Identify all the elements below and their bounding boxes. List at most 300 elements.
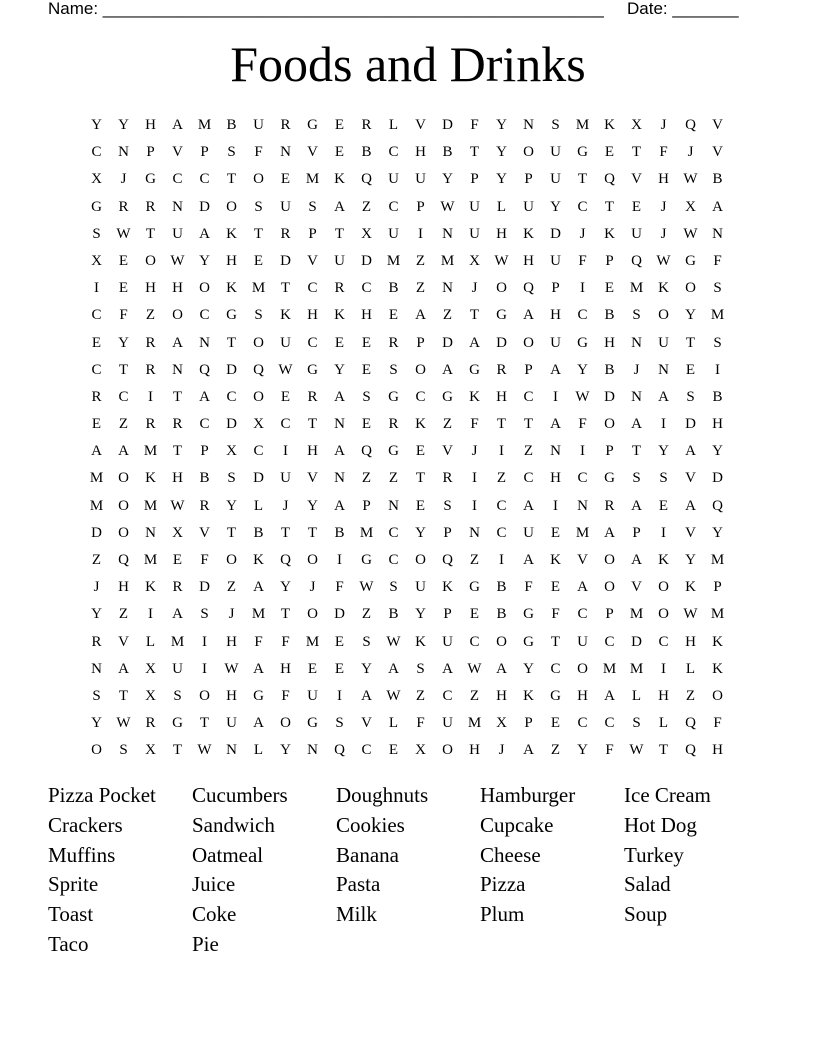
grid-letter: M — [467, 715, 482, 732]
word-list-item: Coke — [192, 902, 237, 927]
word-list-item: Sprite — [48, 872, 99, 897]
grid-letter: C — [199, 416, 210, 433]
grid-letter: O — [658, 606, 669, 623]
grid-letter: E — [658, 497, 669, 514]
grid-letter: J — [498, 742, 505, 759]
grid-letter: C — [91, 144, 102, 161]
grid-letter: E — [469, 606, 480, 623]
grid-letter: Q — [631, 252, 642, 269]
grid-letter: A — [253, 579, 264, 596]
grid-letter: Z — [550, 742, 561, 759]
grid-letter: Y — [496, 171, 507, 188]
grid-letter: Q — [253, 361, 264, 378]
grid-letter: N — [226, 742, 237, 759]
grid-letter: W — [116, 715, 131, 732]
grid-letter: H — [226, 633, 237, 650]
grid-letter: M — [629, 660, 644, 677]
grid-letter: E — [334, 633, 345, 650]
grid-letter: W — [386, 633, 401, 650]
grid-letter: I — [580, 280, 585, 297]
grid-letter: H — [604, 334, 615, 351]
grid-letter: A — [685, 443, 696, 460]
grid-letter: B — [334, 524, 345, 541]
word-list-item: Crackers — [48, 812, 123, 837]
grid-letter: W — [386, 687, 401, 704]
grid-letter: C — [523, 470, 534, 487]
grid-letter: M — [440, 252, 455, 269]
grid-letter: M — [710, 606, 725, 623]
grid-letter: P — [443, 524, 452, 541]
grid-letter: G — [469, 579, 480, 596]
grid-letter: O — [415, 361, 426, 378]
grid-letter: A — [442, 660, 453, 677]
grid-letter: V — [712, 117, 723, 133]
grid-letter: J — [633, 361, 640, 378]
page-title: Foods and Drinks — [230, 36, 586, 92]
grid-letter: U — [388, 171, 399, 188]
grid-letter: K — [415, 416, 426, 433]
grid-letter: V — [631, 171, 642, 188]
grid-letter: O — [91, 742, 102, 759]
grid-letter: I — [661, 416, 666, 433]
grid-letter: D — [712, 470, 723, 487]
grid-letter: Y — [91, 606, 102, 623]
grid-letter: R — [91, 633, 102, 650]
grid-letter: R — [442, 470, 453, 487]
grid-letter: N — [172, 361, 183, 378]
grid-letter: K — [442, 579, 453, 596]
grid-letter: H — [658, 687, 669, 704]
grid-letter: C — [388, 198, 399, 215]
grid-letter: P — [443, 606, 452, 623]
grid-letter: W — [197, 742, 212, 759]
grid-letter: H — [685, 633, 696, 650]
grid-letter: M — [602, 660, 617, 677]
grid-letter: M — [170, 633, 185, 650]
grid-letter: F — [578, 252, 587, 269]
grid-letter: M — [575, 117, 590, 133]
grid-letter: F — [119, 307, 128, 324]
grid-letter: G — [388, 388, 399, 405]
grid-letter: E — [361, 361, 372, 378]
grid-letter: G — [307, 361, 318, 378]
grid-letter: S — [632, 307, 641, 324]
word-list-item: Banana — [336, 842, 399, 867]
grid-letter: O — [172, 307, 183, 324]
grid-letter: F — [713, 715, 722, 732]
grid-letter: C — [280, 416, 291, 433]
grid-letter: R — [145, 361, 156, 378]
grid-letter: G — [226, 307, 237, 324]
grid-letter: S — [362, 388, 371, 405]
grid-letter: S — [254, 307, 263, 324]
grid-letter: V — [685, 470, 696, 487]
grid-letter: F — [605, 742, 614, 759]
grid-letter: S — [362, 633, 371, 650]
grid-letter: A — [199, 225, 210, 242]
grid-letter: Y — [577, 361, 588, 378]
grid-letter: H — [577, 687, 588, 704]
grid-letter: R — [199, 497, 210, 514]
word-list-item: Pizza — [480, 872, 526, 897]
grid-letter: C — [577, 198, 588, 215]
grid-letter: Y — [361, 660, 372, 677]
grid-letter: Y — [496, 117, 507, 133]
word-list-item: Pie — [192, 931, 219, 956]
grid-letter: N — [442, 280, 453, 297]
grid-letter: O — [442, 742, 453, 759]
grid-letter: J — [660, 198, 667, 215]
grid-letter: W — [683, 171, 698, 188]
grid-letter: E — [91, 416, 102, 433]
grid-letter: E — [334, 660, 345, 677]
grid-letter: Y — [199, 252, 210, 269]
grid-letter: U — [172, 660, 183, 677]
grid-letter: Y — [496, 144, 507, 161]
word-list-item: Doughnuts — [336, 783, 429, 807]
word-list-item: Toast — [48, 902, 94, 927]
grid-letter: V — [577, 552, 588, 568]
grid-letter: W — [494, 252, 509, 269]
grid-letter: F — [470, 416, 479, 433]
grid-letter: O — [118, 470, 129, 487]
grid-letter: W — [656, 252, 671, 269]
grid-letter: I — [337, 552, 342, 568]
grid-letter: P — [605, 606, 614, 623]
grid-letter: U — [415, 171, 426, 188]
grid-letter: T — [469, 307, 480, 324]
word-list-item: Oatmeal — [192, 842, 264, 867]
word-list-item: Taco — [48, 931, 89, 956]
grid-letter: C — [442, 687, 453, 704]
grid-letter: N — [631, 334, 642, 351]
grid-letter: C — [577, 470, 588, 487]
grid-letter: P — [524, 715, 533, 732]
grid-letter: Q — [523, 280, 534, 297]
word-list-item: Salad — [624, 872, 671, 897]
word-list — [48, 781, 768, 960]
grid-letter: D — [361, 252, 372, 269]
grid-letter: U — [307, 687, 318, 704]
grid-letter: O — [604, 579, 615, 596]
grid-letter: T — [172, 742, 183, 759]
grid-letter: B — [361, 144, 372, 161]
grid-letter: R — [307, 388, 318, 405]
grid-letter: A — [523, 307, 534, 324]
grid-letter: C — [361, 280, 372, 297]
grid-letter: G — [604, 470, 615, 487]
grid-letter: V — [415, 117, 426, 133]
grid-letter: X — [91, 171, 102, 188]
grid-letter: Y — [415, 606, 426, 623]
grid-letter: K — [145, 470, 156, 487]
grid-letter: M — [89, 497, 104, 514]
grid-letter: K — [604, 117, 615, 133]
grid-letter: A — [712, 198, 723, 215]
grid-letter: E — [91, 334, 102, 351]
grid-letter: C — [415, 388, 426, 405]
grid-letter: E — [307, 660, 318, 677]
grid-letter: R — [280, 117, 291, 133]
grid-letter: Z — [415, 280, 426, 297]
grid-letter: Q — [685, 117, 696, 133]
grid-letter: G — [469, 361, 480, 378]
grid-letter: N — [307, 742, 318, 759]
grid-letter: W — [359, 579, 374, 596]
grid-letter: J — [282, 497, 289, 514]
grid-letter: M — [305, 633, 320, 650]
word-list-item: Plum — [480, 902, 525, 927]
grid-letter: T — [307, 524, 318, 541]
grid-letter: Q — [712, 497, 723, 514]
grid-letter: V — [712, 144, 723, 161]
grid-letter: R — [145, 416, 156, 433]
grid-letter: U — [469, 198, 480, 215]
grid-letter: O — [253, 388, 264, 405]
grid-letter: C — [658, 633, 669, 650]
grid-letter: T — [658, 742, 669, 759]
grid-letter: H — [415, 144, 426, 161]
word-list-item: Soup — [624, 902, 668, 927]
grid-letter: H — [496, 388, 507, 405]
grid-letter: P — [605, 443, 614, 460]
grid-letter: Z — [118, 416, 129, 433]
grid-letter: X — [145, 742, 156, 759]
grid-letter: Z — [226, 579, 237, 596]
grid-letter: G — [496, 307, 507, 324]
grid-letter: W — [467, 660, 482, 677]
grid-letter: Z — [91, 552, 102, 568]
grid-letter: G — [550, 687, 561, 704]
grid-letter: D — [442, 117, 453, 133]
grid-letter: T — [307, 416, 318, 433]
grid-letter: E — [334, 144, 345, 161]
grid-letter: O — [226, 552, 237, 568]
grid-letter: V — [307, 252, 318, 269]
grid-letter: Z — [361, 606, 372, 623]
grid-letter: K — [658, 280, 669, 297]
grid-letter: A — [496, 660, 507, 677]
grid-letter: K — [280, 307, 291, 324]
grid-letter: K — [253, 552, 264, 568]
grid-letter: K — [334, 307, 345, 324]
grid-letter: N — [199, 334, 210, 351]
grid-letter: R — [145, 334, 156, 351]
grid-letter: C — [307, 280, 318, 297]
grid-letter: T — [496, 416, 507, 433]
grid-letter: F — [254, 633, 263, 650]
grid-letter: O — [307, 552, 318, 568]
grid-letter: H — [496, 687, 507, 704]
grid-letter: O — [604, 416, 615, 433]
grid-letter: R — [334, 280, 345, 297]
grid-letter: U — [550, 252, 561, 269]
grid-letter: R — [361, 117, 372, 133]
grid-letter: C — [253, 443, 264, 460]
grid-letter: Z — [361, 198, 372, 215]
grid-letter: S — [227, 470, 236, 487]
grid-letter: D — [199, 579, 210, 596]
grid-letter: P — [605, 252, 614, 269]
grid-letter: R — [388, 416, 399, 433]
grid-letter: F — [200, 552, 209, 568]
grid-letter: A — [415, 307, 426, 324]
grid-letter: B — [388, 280, 399, 297]
grid-letter: U — [388, 225, 399, 242]
grid-letter: M — [710, 552, 725, 568]
grid-letter: O — [658, 307, 669, 324]
grid-letter: N — [550, 443, 561, 460]
grid-letter: H — [712, 742, 723, 759]
grid-letter: U — [226, 715, 237, 732]
grid-letter: A — [550, 361, 561, 378]
grid-letter: A — [604, 687, 615, 704]
grid-letter: J — [471, 443, 478, 460]
grid-letter: C — [577, 606, 588, 623]
grid-letter: S — [389, 361, 398, 378]
grid-letter: U — [253, 117, 264, 133]
grid-letter: M — [143, 497, 158, 514]
grid-letter: N — [172, 198, 183, 215]
grid-letter: B — [199, 470, 210, 487]
grid-letter: I — [499, 443, 504, 460]
grid-letter: S — [713, 280, 722, 297]
grid-letter: Y — [442, 171, 453, 188]
grid-letter: C — [307, 334, 318, 351]
grid-letter: X — [226, 443, 237, 460]
grid-letter: Z — [523, 443, 534, 460]
grid-letter: B — [496, 579, 507, 596]
grid-letter: M — [359, 524, 374, 541]
grid-letter: T — [415, 470, 426, 487]
grid-letter: W — [170, 252, 185, 269]
grid-letter: E — [550, 715, 561, 732]
grid-letter: L — [388, 117, 399, 133]
grid-letter: E — [631, 198, 642, 215]
grid-letter: E — [118, 252, 129, 269]
grid-letter: E — [415, 497, 426, 514]
grid-letter: G — [172, 715, 183, 732]
grid-letter: Q — [334, 742, 345, 759]
grid-letter: A — [199, 388, 210, 405]
word-list-item: Hamburger — [480, 783, 576, 807]
grid-letter: A — [631, 552, 642, 568]
grid-letter: M — [251, 606, 266, 623]
grid-letter: Q — [604, 171, 615, 188]
grid-letter: K — [226, 225, 237, 242]
grid-letter: C — [118, 388, 129, 405]
grid-letter: E — [118, 280, 129, 297]
grid-letter: A — [388, 660, 399, 677]
grid-letter: N — [334, 470, 345, 487]
grid-letter: D — [496, 334, 507, 351]
grid-letter: W — [683, 606, 698, 623]
grid-letter: P — [416, 198, 425, 215]
grid-letter: H — [469, 742, 480, 759]
grid-letter: Y — [226, 497, 237, 514]
grid-letter: U — [523, 198, 534, 215]
grid-letter: J — [228, 606, 235, 623]
grid-letter: S — [632, 715, 641, 732]
grid-letter: A — [577, 579, 588, 596]
grid-letter: I — [202, 633, 207, 650]
grid-letter: B — [604, 307, 615, 324]
grid-letter: Y — [334, 361, 345, 378]
grid-letter: S — [119, 742, 128, 759]
grid-letter: P — [362, 497, 371, 514]
grid-letter: C — [577, 307, 588, 324]
grid-letter: O — [253, 334, 264, 351]
grid-letter: J — [120, 171, 127, 188]
grid-letter: O — [685, 280, 696, 297]
grid-letter: N — [658, 361, 669, 378]
grid-letter: B — [226, 117, 237, 133]
grid-letter: E — [604, 144, 615, 161]
grid-letter: L — [496, 198, 507, 215]
grid-letter: E — [604, 280, 615, 297]
grid-letter: A — [172, 117, 183, 133]
word-list-item: Cookies — [336, 812, 405, 837]
grid-letter: D — [334, 606, 345, 623]
grid-letter: H — [280, 660, 291, 677]
grid-letter: P — [200, 144, 209, 161]
word-list-item: Turkey — [624, 842, 684, 867]
grid-letter: T — [604, 198, 615, 215]
grid-letter: G — [523, 606, 534, 623]
grid-letter: A — [361, 687, 372, 704]
grid-letter: O — [523, 334, 534, 351]
grid-letter: N — [280, 144, 291, 161]
grid-letter: Q — [442, 552, 453, 568]
grid-letter: C — [604, 633, 615, 650]
grid-letter: H — [118, 579, 129, 596]
grid-letter: W — [116, 225, 131, 242]
grid-letter: D — [226, 361, 237, 378]
grid-letter: Y — [523, 660, 534, 677]
grid-letter: B — [604, 361, 615, 378]
grid-letter: H — [550, 307, 561, 324]
grid-letter: I — [580, 443, 585, 460]
grid-letter: O — [118, 497, 129, 514]
grid-letter: T — [280, 280, 291, 297]
grid-letter: M — [575, 524, 590, 541]
grid-letter: R — [145, 198, 156, 215]
grid-letter: I — [661, 660, 666, 677]
word-list-item: Juice — [192, 872, 236, 897]
grid-letter: L — [253, 742, 264, 759]
grid-letter: H — [361, 307, 372, 324]
grid-letter: J — [579, 225, 586, 242]
grid-letter: A — [631, 416, 642, 433]
grid-letter: Y — [118, 334, 129, 351]
grid-letter: R — [172, 579, 183, 596]
grid-letter: O — [415, 552, 426, 568]
grid-letter: A — [523, 742, 534, 759]
grid-letter: D — [631, 633, 642, 650]
grid-letter: O — [658, 579, 669, 596]
grid-letter: S — [335, 715, 344, 732]
grid-letter: H — [226, 252, 237, 269]
grid-letter: I — [715, 361, 720, 378]
grid-letter: Y — [685, 307, 696, 324]
grid-letter: T — [280, 524, 291, 541]
grid-letter: F — [416, 715, 425, 732]
grid-letter: C — [388, 552, 399, 568]
grid-letter: I — [472, 470, 477, 487]
grid-letter: N — [145, 524, 156, 541]
grid-letter: I — [661, 524, 666, 541]
grid-letter: J — [93, 579, 100, 596]
